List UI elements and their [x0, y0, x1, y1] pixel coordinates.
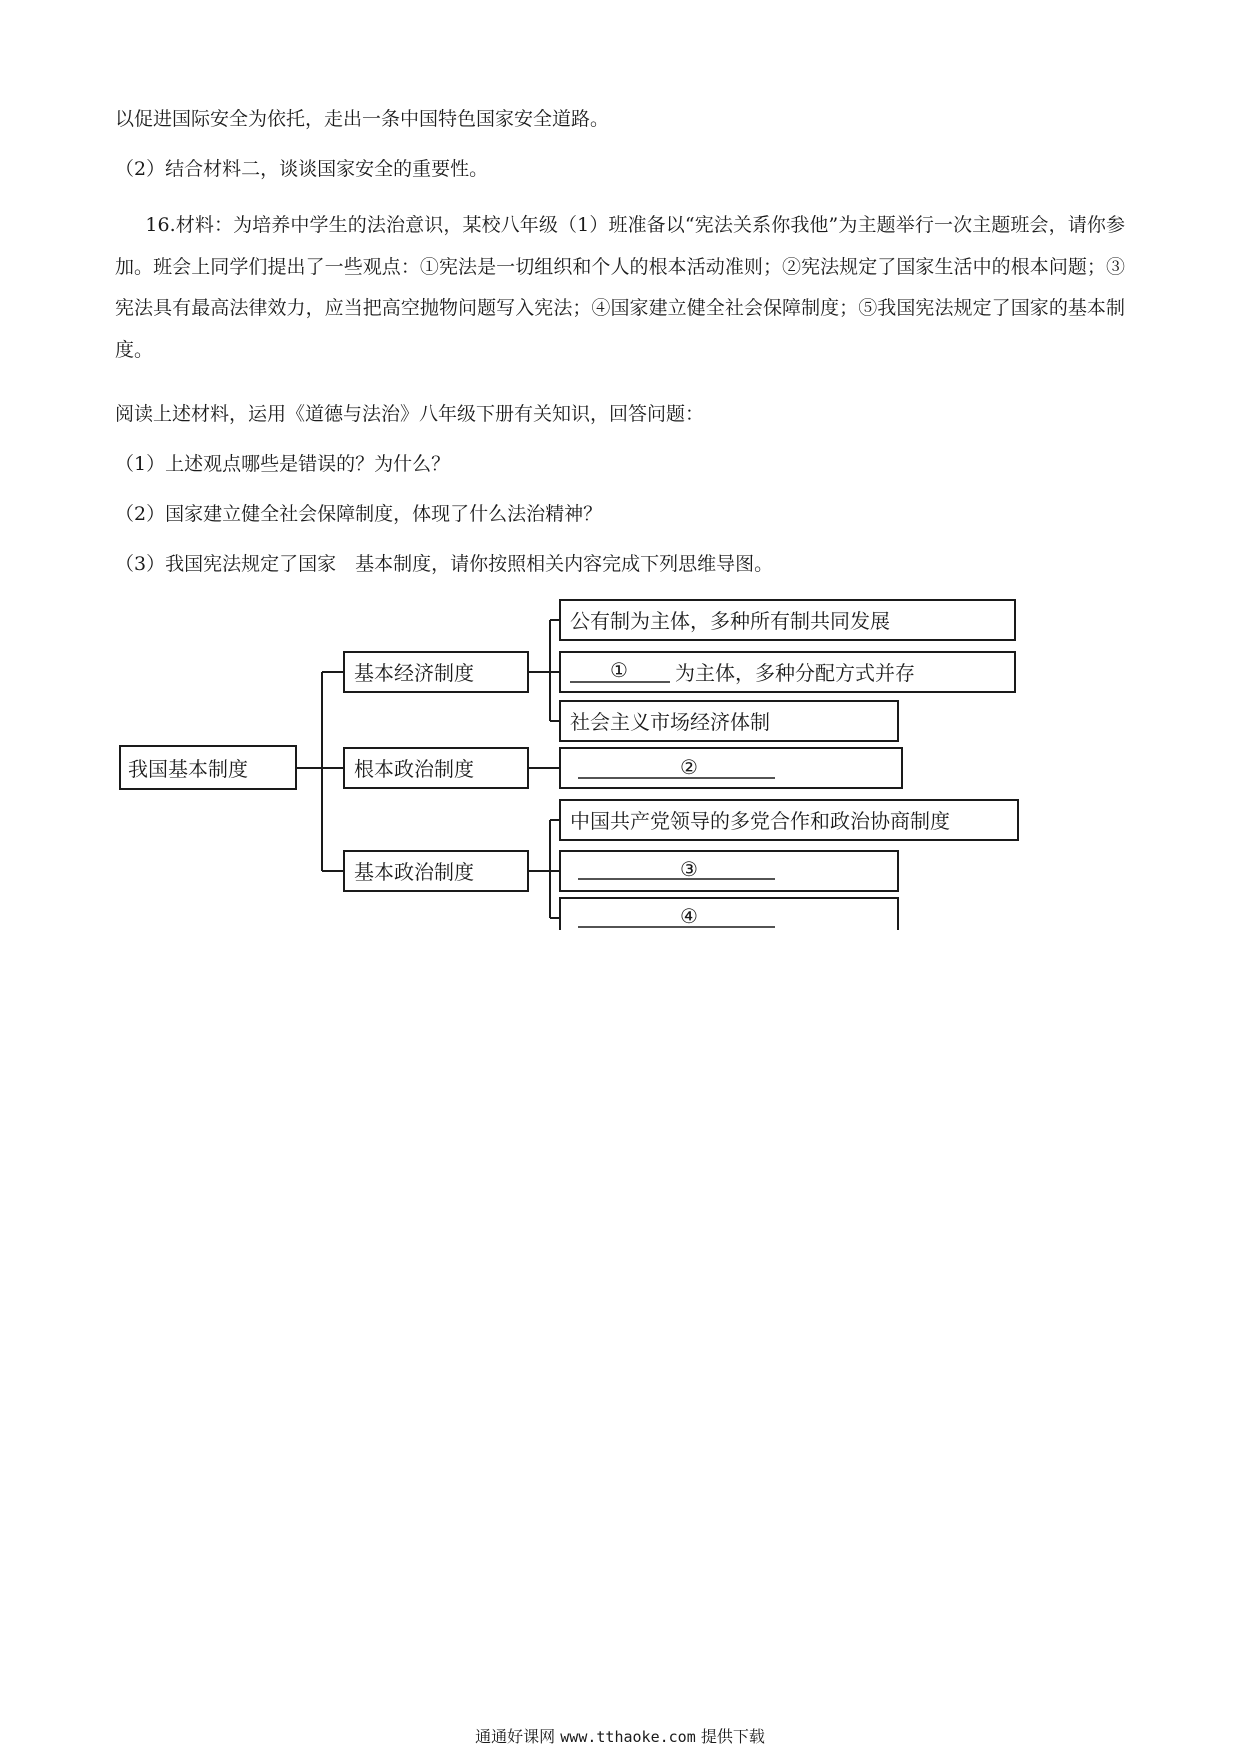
blank-4-mark: ④ [680, 904, 698, 928]
question-16-material [115, 205, 1125, 371]
sub-question-1: （1）上述观点哪些是错误的？为什么？ [115, 453, 451, 475]
leaf-blank-4-node [560, 898, 898, 930]
page-footer [0, 1724, 1240, 1747]
leaf-blank-2-node [560, 748, 902, 788]
leaf-ownership-label: 公有制为主体，多种所有制共同发展 [570, 609, 890, 633]
leaf-market-label: 社会主义市场经济体制 [570, 710, 770, 734]
branch-fundamental-political-node [344, 748, 528, 788]
instruction-line: 阅读上述材料，运用《道德与法治》八年级下册有关知识，回答问题： [115, 403, 705, 425]
footer-url[interactable]: www.tthaoke.com [560, 1728, 696, 1746]
leaf-blank-3-node [560, 851, 898, 891]
material-text: 材料：为培养中学生的法治意识，某校八年级（1）班准备以“宪法关系你我他”为主题举行一次主题班会，请你参加。班会上同学们提出了一些观点：①宪法是一切组织和个人的根本活动准则；②宪法规定了国家生活中的根本问题；③宪法具有最高法律效力，应当把高空抛物问题写入宪法；④国家建立健全社会保障制度；⑤我国宪法规定了国家的基本制度。 [115, 214, 1125, 361]
blank-2-mark: ② [680, 755, 698, 779]
leaf-distribution-label: 为主体，多种分配方式并存 [675, 661, 915, 685]
branch-basic-political-label: 基本政治制度 [354, 860, 474, 884]
leaf-party-cooperation-node [560, 800, 1018, 840]
blank-1-mark: ① [610, 658, 628, 682]
footer-site-name: 通通好课网 [475, 1727, 556, 1746]
branch-economic-label: 基本经济制度 [354, 661, 474, 685]
blank-3-mark: ③ [680, 857, 698, 881]
leaf-market-node [560, 701, 898, 741]
sub-question-2: （2）国家建立健全社会保障制度，体现了什么法治精神？ [115, 503, 603, 525]
continued-text-line: 以促进国际安全为依托，走出一条中国特色国家安全道路。 [115, 108, 610, 130]
branch-economic-node [344, 652, 528, 692]
leaf-ownership-node [560, 600, 1015, 640]
root-node [120, 746, 296, 789]
root-label: 我国基本制度 [128, 757, 248, 781]
mind-map [110, 585, 1030, 930]
branch-fundamental-political-label: 根本政治制度 [354, 757, 474, 781]
branch-basic-political-node [344, 851, 528, 891]
question-2-line: （2）结合材料二，谈谈国家安全的重要性。 [115, 158, 489, 180]
question-number: 16. [145, 214, 176, 236]
leaf-party-cooperation-label: 中国共产党领导的多党合作和政治协商制度 [570, 809, 950, 833]
sub-question-3: （3）我国宪法规定了国家 基本制度，请你按照相关内容完成下列思维导图。 [115, 553, 774, 575]
footer-suffix: 提供下载 [700, 1727, 765, 1746]
leaf-distribution-node [560, 652, 1015, 692]
